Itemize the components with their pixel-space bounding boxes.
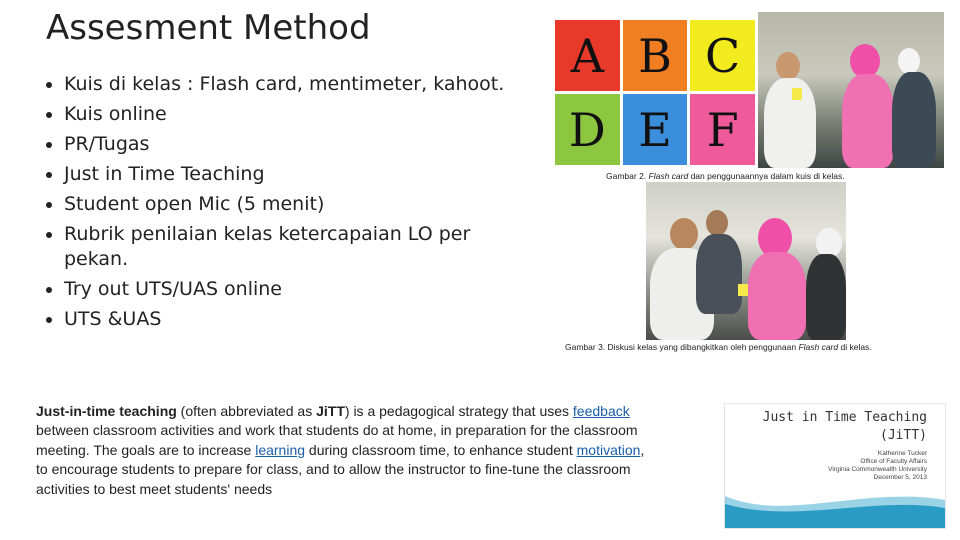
flashcard-a: A — [555, 20, 620, 91]
flashcard-b: B — [623, 20, 688, 91]
caption-text: Gambar 2. — [606, 171, 649, 181]
caption-text: di kelas. — [838, 342, 872, 352]
thumb-wave-decoration — [725, 482, 945, 528]
bullet-item: • Kuis di kelas : Flash card, mentimeter, kahoot. — [64, 72, 534, 97]
bullet-item: • PR/Tugas — [64, 132, 534, 157]
jitt-slide-thumbnail — [724, 403, 946, 529]
thumb-office: Office of Faculty Affairs — [860, 458, 927, 465]
caption-italic: Flash card — [798, 342, 839, 352]
bullet-item: • Student open Mic (5 menit) — [64, 192, 534, 217]
thumb-university: Virginia Commonwealth University — [828, 466, 927, 473]
para-text: during classroom time, to enhance student — [305, 441, 577, 458]
thumb-title: Just in Time Teaching — [762, 410, 927, 425]
para-text: , to encourage students to prepare for class, and to allow the instructor to fine-tune the classroom activities to best meet students' needs — [36, 441, 645, 497]
figure-caption-2 — [606, 171, 845, 181]
caption-text: dan penggunaannya dalam kuis di kelas. — [688, 171, 845, 181]
bullet-item: • Kuis online — [64, 102, 534, 127]
caption-italic: Flash card — [648, 171, 689, 181]
para-text: ) is a pedagogical strategy that uses — [344, 403, 573, 419]
bullet-item: • Just in Time Teaching — [64, 162, 534, 187]
feedback-link[interactable]: feedback — [572, 403, 630, 419]
figure-caption-3 — [565, 342, 872, 352]
bullet-list — [44, 72, 534, 337]
flashcard-f: F — [690, 94, 755, 165]
thumb-subtitle: (JiTT) — [880, 428, 927, 443]
bullet-item: • Rubrik penilaian kelas ketercapaian LO per pekan. — [64, 222, 534, 272]
thumb-date: December 5, 2013 — [873, 474, 927, 481]
flashcard-grid — [555, 20, 755, 165]
para-text: (often abbreviated as — [176, 403, 317, 419]
jitt-term: Just-in-time teaching — [36, 403, 177, 419]
classroom-photo-2 — [646, 182, 846, 340]
para-text: between classroom activities and work that students do at home, in preparation for the classroom meeting. The goals are to increase — [36, 422, 638, 458]
flashcard-d: D — [555, 94, 620, 165]
classroom-photo-1 — [758, 12, 944, 168]
motivation-link[interactable]: motivation — [576, 441, 641, 458]
slide-title: Assesment Method — [46, 8, 371, 48]
caption-text: Gambar 3. Diskusi kelas yang dibangkitkan oleh penggunaan — [565, 342, 799, 352]
bullet-item: • Try out UTS/UAS online — [64, 277, 534, 302]
bullet-item: • UTS &UAS — [64, 307, 534, 332]
flashcard-e: E — [623, 94, 688, 165]
thumb-author: Katherine Tucker — [877, 450, 927, 457]
jitt-abbr: JiTT — [316, 403, 345, 419]
learning-link[interactable]: learning — [255, 441, 306, 458]
flashcard-c: C — [690, 20, 755, 91]
jitt-definition — [36, 402, 646, 499]
